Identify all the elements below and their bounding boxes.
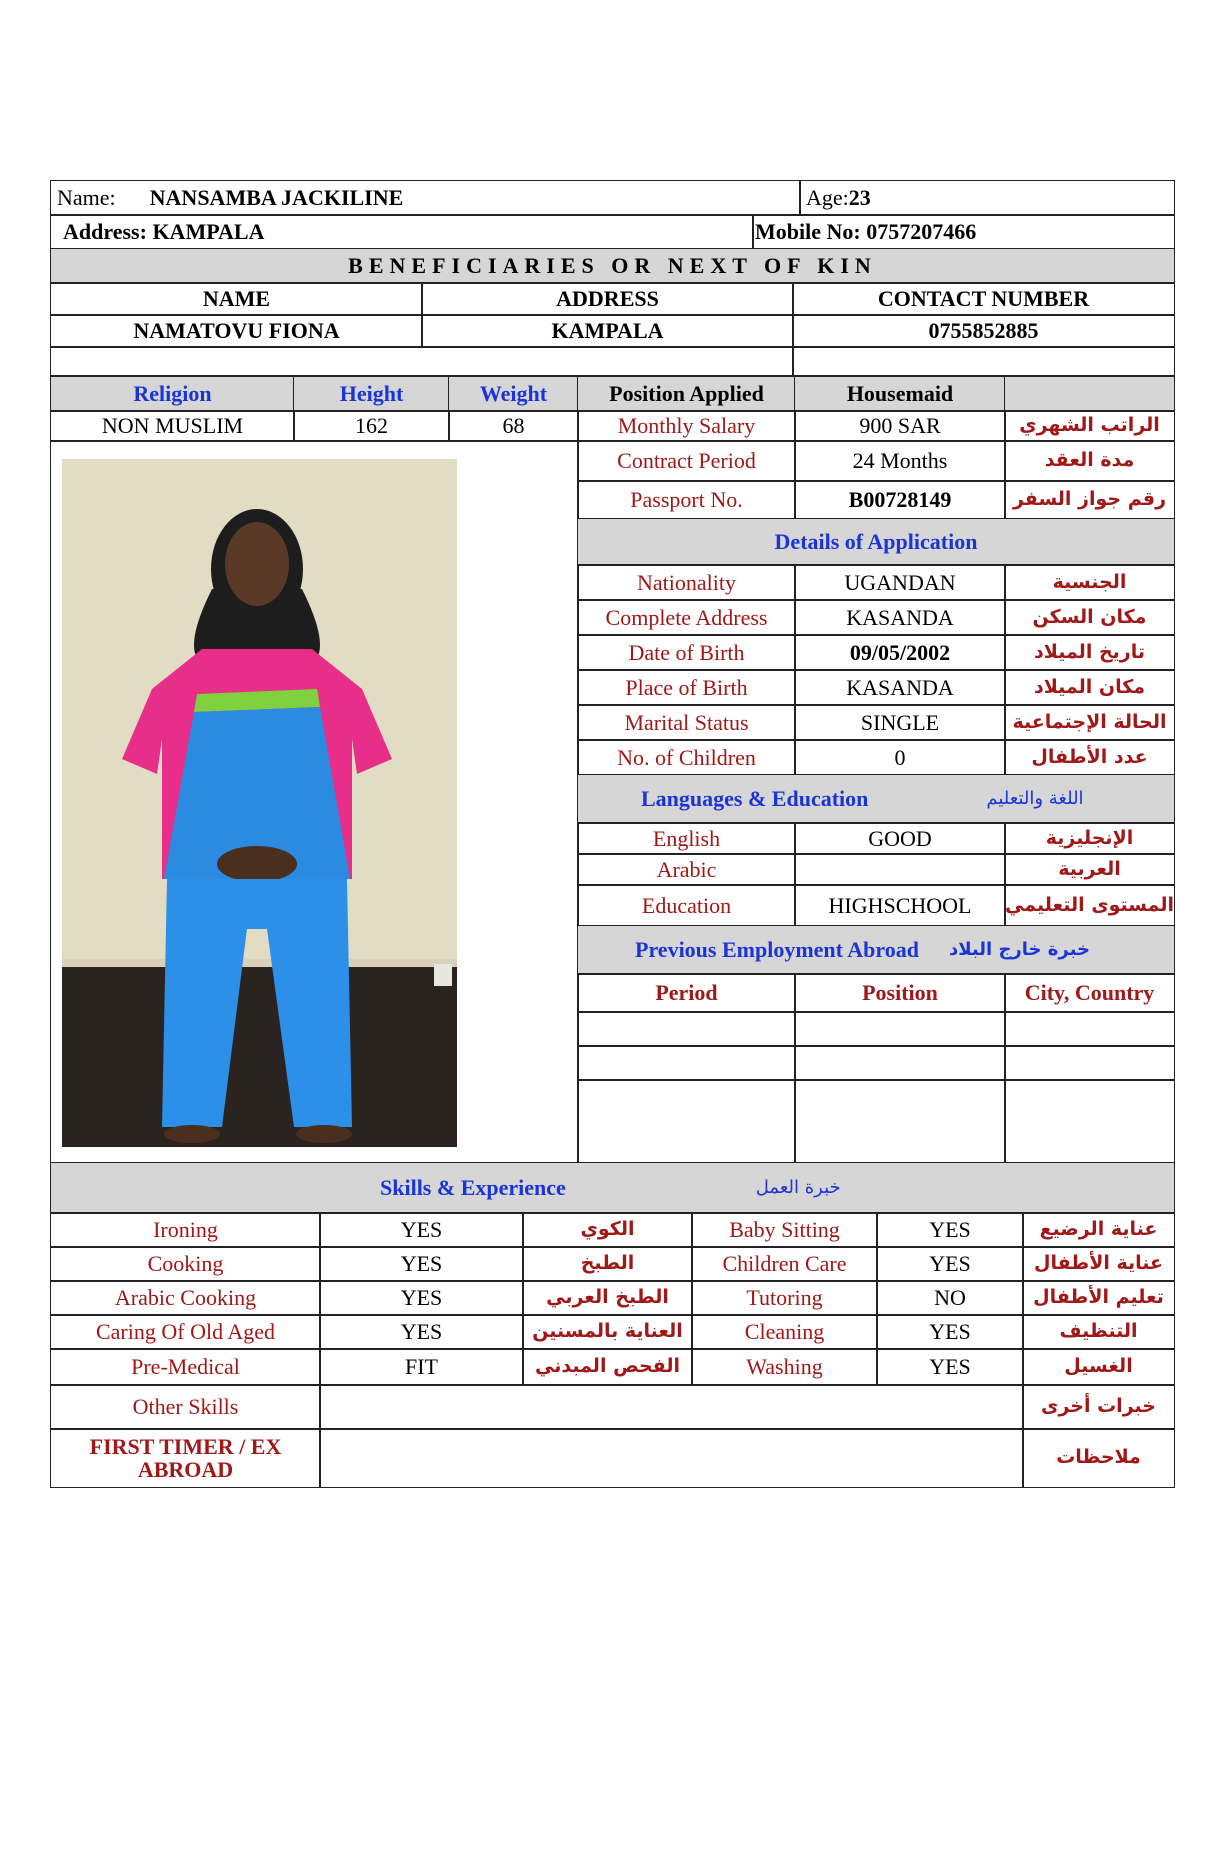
skill-ironing-arabic: الكوي <box>522 1212 693 1248</box>
skills-section-title <box>50 1162 1175 1214</box>
skill-pre-medical-arabic: الفحص المبدني <box>522 1348 693 1386</box>
english-value: GOOD <box>794 822 1006 855</box>
skill-pre-medical-label: Pre-Medical <box>50 1348 321 1386</box>
place-of-birth-value: KASANDA <box>794 669 1006 706</box>
education-label: Education <box>577 884 796 927</box>
weight-header: Weight <box>448 376 579 412</box>
children-arabic: عدد الأطفال <box>1004 739 1175 776</box>
dob-value: 09/05/2002 <box>794 634 1006 671</box>
marital-status-value: SINGLE <box>794 704 1006 741</box>
complete-address-arabic: مكان السكن <box>1004 599 1175 636</box>
skill-washing-arabic: الغسيل <box>1022 1348 1175 1386</box>
arabic-value <box>794 853 1006 886</box>
passport-arabic: رقم جواز السفر <box>1004 480 1175 520</box>
employment-header-position: Position <box>794 973 1006 1013</box>
skill-caring-old-aged-value: YES <box>319 1314 524 1350</box>
skill-washing-value: YES <box>876 1348 1024 1386</box>
skill-cleaning-arabic: التنظيف <box>1022 1314 1175 1350</box>
position-empty-cell <box>1004 376 1175 412</box>
skill-baby-sitting-value: YES <box>876 1212 1024 1248</box>
employment-cell <box>577 1011 796 1047</box>
skill-pre-medical-value: FIT <box>319 1348 524 1386</box>
kin-empty-cell <box>792 346 1175 376</box>
passport-value: B00728149 <box>794 480 1006 520</box>
employment-header-period: Period <box>577 973 796 1013</box>
complete-address-label: Complete Address <box>577 599 796 636</box>
skill-cooking-arabic: الطبخ <box>522 1246 693 1282</box>
skill-baby-sitting-label: Baby Sitting <box>691 1212 878 1248</box>
skill-children-care-label: Children Care <box>691 1246 878 1282</box>
employment-cell <box>1004 1079 1175 1164</box>
employment-cell <box>577 1045 796 1081</box>
skill-tutoring-value: NO <box>876 1280 1024 1316</box>
address-field: Address: KAMPALA <box>50 214 754 250</box>
skills-title: Skills & Experience <box>380 1175 566 1201</box>
education-arabic: المستوى التعليمي <box>1004 884 1175 927</box>
languages-section-title <box>577 774 1175 824</box>
weight-value: 68 <box>448 410 579 442</box>
kin-header-contact: CONTACT NUMBER <box>792 282 1175 316</box>
employment-cell <box>577 1079 796 1164</box>
contract-period-arabic: مدة العقد <box>1004 440 1175 482</box>
arabic-arabic: العربية <box>1004 853 1175 886</box>
employment-cell <box>794 1045 1006 1081</box>
skill-ironing-label: Ironing <box>50 1212 321 1248</box>
kin-section-title: BENEFICIARIES OR NEXT OF KIN <box>50 248 1175 284</box>
applicant-photo <box>62 459 457 1147</box>
english-arabic: الإنجليزية <box>1004 822 1175 855</box>
religion-header: Religion <box>50 376 295 412</box>
monthly-salary-value: 900 SAR <box>794 410 1006 442</box>
notes-arabic: ملاحظات <box>1022 1428 1175 1488</box>
skill-cooking-label: Cooking <box>50 1246 321 1282</box>
age-field <box>799 180 1175 216</box>
employment-title-arabic: خبرة خارج البلاد <box>949 938 1090 960</box>
marital-status-label: Marital Status <box>577 704 796 741</box>
nationality-label: Nationality <box>577 564 796 601</box>
other-skills-arabic: خبرات أخرى <box>1022 1384 1175 1430</box>
kin-empty-cell <box>50 346 794 376</box>
kin-name: NAMATOVU FIONA <box>50 314 423 348</box>
employment-title: Previous Employment Abroad <box>635 937 919 963</box>
languages-title-arabic: اللغة والتعليم <box>986 787 1084 809</box>
skill-ironing-value: YES <box>319 1212 524 1248</box>
arabic-label: Arabic <box>577 853 796 886</box>
children-value: 0 <box>794 739 1006 776</box>
children-label: No. of Children <box>577 739 796 776</box>
kin-contact: 0755852885 <box>792 314 1175 348</box>
employment-section-title <box>577 925 1175 975</box>
name-field <box>50 180 801 216</box>
other-skills-label: Other Skills <box>50 1384 321 1430</box>
employment-header-city: City, Country <box>1004 973 1175 1013</box>
skills-title-arabic: خبرة العمل <box>755 1176 841 1198</box>
mobile-field: Mobile No: 0757207466 <box>752 214 1175 250</box>
skill-cooking-value: YES <box>319 1246 524 1282</box>
nationality-value: UGANDAN <box>794 564 1006 601</box>
skill-children-care-arabic: عناية الأطفال <box>1022 1246 1175 1282</box>
skill-arabic-cooking-label: Arabic Cooking <box>50 1280 321 1316</box>
skill-tutoring-arabic: تعليم الأطفال <box>1022 1280 1175 1316</box>
passport-label: Passport No. <box>577 480 796 520</box>
skill-arabic-cooking-value: YES <box>319 1280 524 1316</box>
skill-tutoring-label: Tutoring <box>691 1280 878 1316</box>
contract-period-label: Contract Period <box>577 440 796 482</box>
skill-caring-old-aged-label: Caring Of Old Aged <box>50 1314 321 1350</box>
first-timer-label: FIRST TIMER / EX ABROAD <box>50 1428 321 1488</box>
age-label: Age: <box>806 185 849 211</box>
skill-washing-label: Washing <box>691 1348 878 1386</box>
skill-caring-old-aged-arabic: العناية بالمسنين <box>522 1314 693 1350</box>
height-header: Height <box>293 376 450 412</box>
place-of-birth-label: Place of Birth <box>577 669 796 706</box>
religion-value: NON MUSLIM <box>50 410 295 442</box>
kin-header-address: ADDRESS <box>421 282 794 316</box>
languages-title: Languages & Education <box>641 786 869 812</box>
skill-cleaning-value: YES <box>876 1314 1024 1350</box>
position-applied-header: Position Applied <box>577 376 796 412</box>
education-value: HIGHSCHOOL <box>794 884 1006 927</box>
contract-period-value: 24 Months <box>794 440 1006 482</box>
employment-cell <box>794 1079 1006 1164</box>
employment-cell <box>794 1011 1006 1047</box>
name-label: Name: <box>57 185 116 211</box>
position-applied-value: Housemaid <box>794 376 1006 412</box>
first-timer-value <box>319 1428 1024 1488</box>
complete-address-value: KASANDA <box>794 599 1006 636</box>
skill-arabic-cooking-arabic: الطبخ العربي <box>522 1280 693 1316</box>
height-value: 162 <box>293 410 450 442</box>
age-value: 23 <box>848 185 871 211</box>
application-section-title: Details of Application <box>577 518 1175 566</box>
place-of-birth-arabic: مكان الميلاد <box>1004 669 1175 706</box>
applicant-name: NANSAMBA JACKILINE <box>149 185 404 211</box>
employment-cell <box>1004 1011 1175 1047</box>
marital-status-arabic: الحالة الإجتماعية <box>1004 704 1175 741</box>
kin-header-name: NAME <box>50 282 423 316</box>
kin-address: KAMPALA <box>421 314 794 348</box>
monthly-salary-label: Monthly Salary <box>577 410 796 442</box>
skill-children-care-value: YES <box>876 1246 1024 1282</box>
other-skills-value <box>319 1384 1024 1430</box>
nationality-arabic: الجنسية <box>1004 564 1175 601</box>
skill-cleaning-label: Cleaning <box>691 1314 878 1350</box>
employment-cell <box>1004 1045 1175 1081</box>
dob-label: Date of Birth <box>577 634 796 671</box>
monthly-salary-arabic: الراتب الشهري <box>1004 410 1175 442</box>
dob-arabic: تاريخ الميلاد <box>1004 634 1175 671</box>
skill-baby-sitting-arabic: عناية الرضيع <box>1022 1212 1175 1248</box>
english-label: English <box>577 822 796 855</box>
